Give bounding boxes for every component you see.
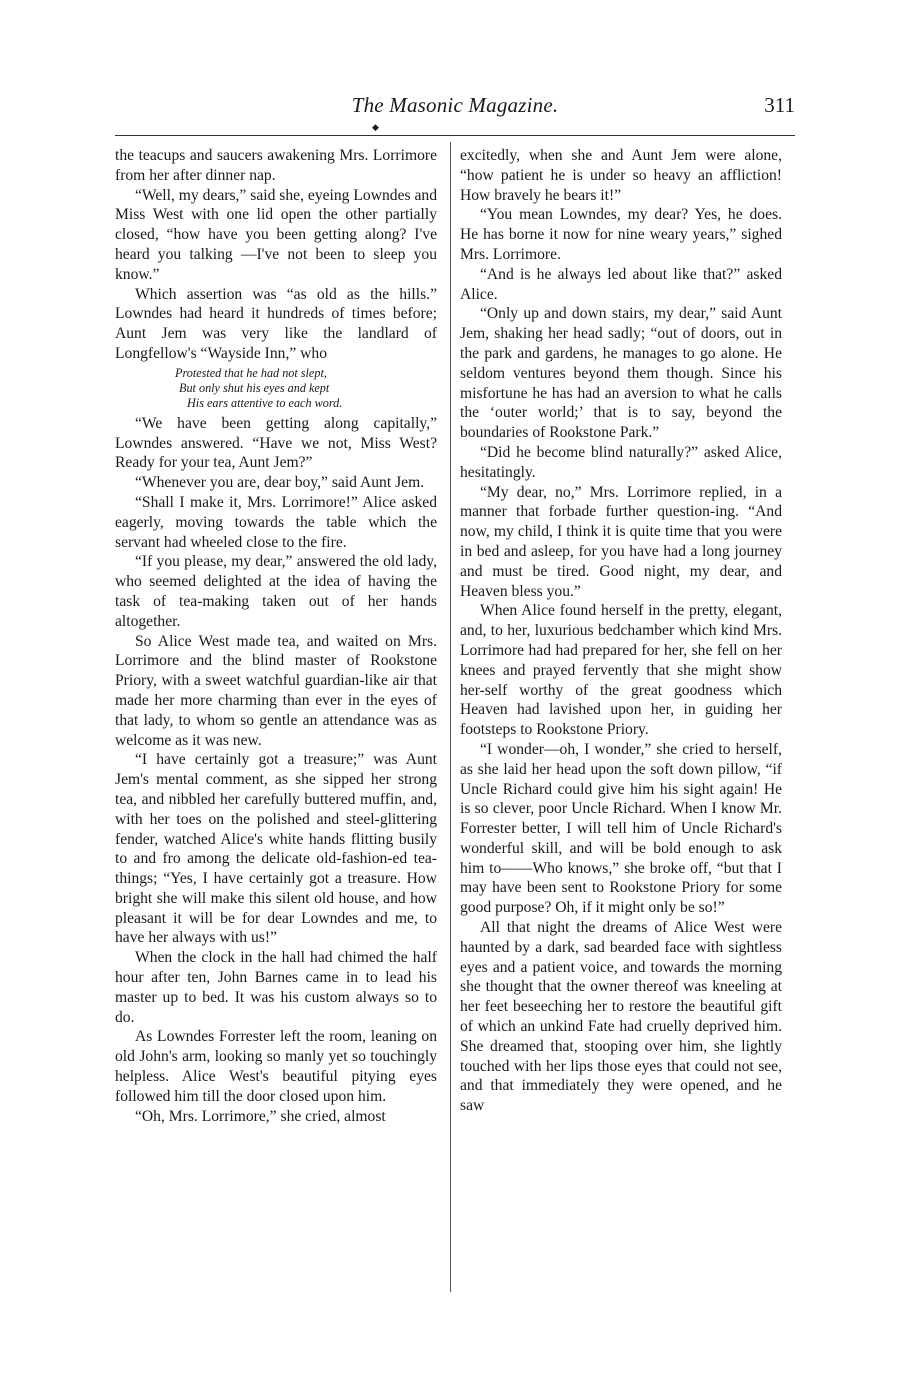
paragraph: So Alice West made tea, and waited on Mrs. Lorrimore and the blind master of Rookstone Priory, with a sweet watchful guardian-like air that made her more charming than ever in the eyes of that lady, to whom so gentle an attendance was as welcome as it was new.: [115, 632, 437, 749]
paragraph: “You mean Lowndes, my dear? Yes, he does. He has borne it now for nine weary years,” sighed Mrs. Lorrimore.: [460, 206, 782, 263]
paragraph: “And is he always led about like that?” asked Alice.: [460, 265, 782, 303]
paragraph: “If you please, my dear,” answered the old lady, who seemed delighted at the idea of having the task of tea-making taken out of her hands altogether.: [115, 553, 437, 630]
page-header: [115, 93, 795, 125]
paragraph: All that night the dreams of Alice West were haunted by a dark, sad bearded face with sightless eyes and a patient voice, and towards the morning she thought that the owner thereof was kneeling at her feet beseeching her to restore the beautiful gift of which an unkind Fate had cruelly deprived him. She dreamed that, stooping over him, she lightly touched with her lips those eyes that could not see, and that immediately they were opened, and he saw: [460, 919, 782, 1115]
verse-line: Protested that he had not slept,: [175, 365, 327, 380]
verse-line: But only shut his eyes and kept: [179, 380, 330, 395]
paragraph: “Shall I make it, Mrs. Lorrimore!” Alice asked eagerly, moving towards the table which the servant had wheeled close to the fire.: [115, 493, 437, 551]
paragraph: As Lowndes Forrester left the room, leaning on old John's arm, looking so manly yet so touchingly helpless. Alice West's beautiful pitying eyes followed him till the door closed upon him.: [115, 1028, 437, 1105]
paragraph: excitedly, when she and Aunt Jem were alone, “how patient he is under so heavy an affliction! How bravely he bears it!”: [460, 147, 782, 204]
paragraph: When Alice found herself in the pretty, elegant, and, to her, luxurious bedchamber which kind Mrs. Lorrimore had had prepared for her, she fell on her knees and prayed fervently that she might show her-self worthy of the great goodness which Heaven had lavished upon her, in guiding her footsteps to Rookstone Priory.: [460, 602, 782, 739]
paragraph: “Well, my dears,” said she, eyeing Lowndes and Miss West with one lid open the other partially closed, “how have you been getting along? I've heard you talking —I've not been to sleep you know.”: [115, 186, 437, 283]
paragraph: “Whenever you are, dear boy,” said Aunt Jem.: [135, 474, 425, 492]
left-column: [115, 146, 437, 1126]
paragraph: “I have certainly got a treasure;” was Aunt Jem's mental comment, as she sipped her strong tea, and nibbled her carefully buttered muffin, and, with her toes on the polished and steel-glittering fender, watched Alice's white hands flitting busily to and fro among the delicate old-fashion-ed tea-things; “Yes, I have certainly got a treasure. How bright she will make this silent old house, and how pleasant it will be for dear Lowndes and me, to have her always with us!”: [115, 751, 437, 947]
paragraph: “I wonder—oh, I wonder,” she cried to herself, as she laid her head upon the soft down pillow, “if Uncle Richard could give him his sight again! He is so clever, poor Uncle Richard. When I know Mr. Forrester better, I will tell him of Uncle Richard's wonderful skill, and will be bold enough to ask him to——Who knows,” she broke off, “but that I may have been sent to Rookstone Priory for some good purpose? Oh, if it might only be so!”: [460, 740, 782, 917]
header-rule: [115, 135, 795, 136]
paragraph: “Did he become blind naturally?” asked Alice, hesitatingly.: [460, 443, 782, 481]
verse-line: His ears attentive to each word.: [187, 395, 343, 410]
journal-title: The Masonic Magazine.: [351, 93, 559, 117]
right-column: [460, 146, 782, 1116]
column-divider: [450, 142, 451, 1292]
page-number: 311: [764, 93, 795, 117]
paragraph: the teacups and saucers awakening Mrs. Lorrimore from her after dinner nap.: [115, 147, 437, 184]
verse-quote: [175, 366, 437, 411]
paragraph: “Oh, Mrs. Lorrimore,” she cried, almost: [135, 1107, 386, 1125]
paragraph: Which assertion was “as old as the hills.” Lowndes had heard it hundreds of times before; Aunt Jem was very like the landlard of Longfellow's “Wayside Inn,” who: [115, 285, 437, 362]
paragraph: When the clock in the hall had chimed the half hour after ten, John Barnes came in to lead his master up to bed. It was his custom always so to do.: [115, 949, 437, 1026]
paragraph: “My dear, no,” Mrs. Lorrimore replied, in a manner that forbade further question-ing. “And now, my child, I think it is quite time that you were in bed and asleep, for you have had a long journey and must be tired. Good night, my dear, and Heaven bless you.”: [460, 483, 782, 600]
header-ornament: ◆: [372, 122, 379, 132]
paragraph: “We have been getting along capitally,” Lowndes answered. “Have we not, Miss West? Ready for your tea, Aunt Jem?”: [115, 414, 437, 472]
paragraph: “Only up and down stairs, my dear,” said Aunt Jem, shaking her head sadly; “out of doors, out in the park and gardens, he manages to go alone. He seldom ventures beyond them though. Since his misfortune he has had an aversion to what he calls the ‘outer world;’ that is to say, beyond the boundaries of Rookstone Park.”: [460, 305, 782, 442]
